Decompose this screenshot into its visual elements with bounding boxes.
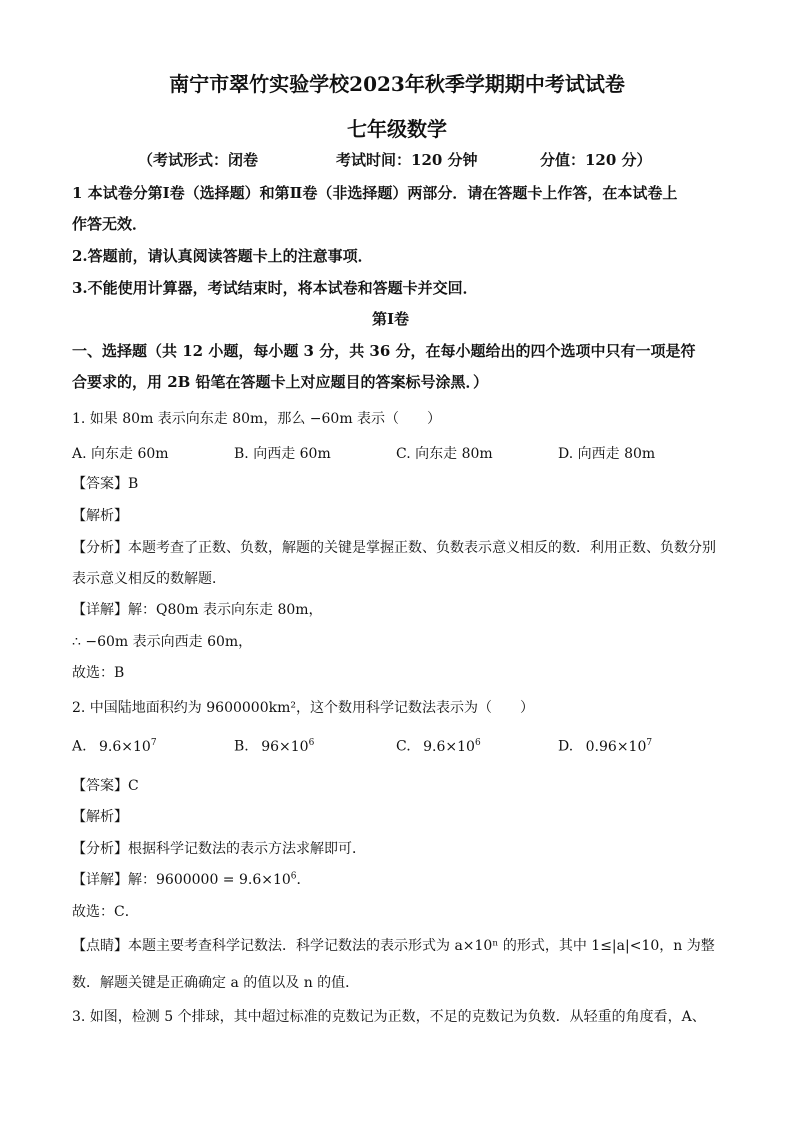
q2-option-d-exponent: 7 xyxy=(646,738,653,748)
q2-option-c-mantissa: 9.6×10 xyxy=(423,738,475,755)
q1-choice: 故选：B xyxy=(72,665,125,681)
section-heading-line-1: 一、选择题（共 12 小题，每小题 3 分，共 36 分，在每小题给出的四个选项中只有一项是符 xyxy=(72,342,696,360)
q2-option-d xyxy=(558,738,652,755)
q2-answer: 【答案】C xyxy=(72,778,139,794)
q2-option-c-exponent: 6 xyxy=(474,738,481,748)
q2-option-b-exponent: 6 xyxy=(308,738,315,748)
q1-analysis-label: 【解析】 xyxy=(72,508,128,524)
q2-option-a-mantissa: 9.6×10 xyxy=(99,738,151,755)
q2-option-d-label: D. xyxy=(558,738,574,755)
q2-option-a xyxy=(72,738,157,755)
q2-detail-end: ． xyxy=(296,872,311,888)
exam-form: （考试形式：闭卷 xyxy=(138,151,259,169)
q2-dianjing-line-1: 【点睛】本题主要考查科学记数法．科学记数法的表示形式为 a×10ⁿ 的形式，其中 1≤|a|<10，n 为整 xyxy=(72,938,715,954)
q2-dianjing-line-2: 数．解题关键是正确确定 a 的值以及 n 的值． xyxy=(72,975,360,991)
q2-fenxi: 【分析】根据科学记数法的表示方法求解即可． xyxy=(72,841,366,857)
q1-detail-1: 【详解】解：Q80m 表示向东走 80m， xyxy=(72,602,323,618)
q2-option-c xyxy=(396,738,481,755)
q2-analysis-label: 【解析】 xyxy=(72,809,128,825)
instruction-2: 2.答题前，请认真阅读答题卡上的注意事项． xyxy=(72,247,373,265)
q2-detail-exponent: 6 xyxy=(290,871,297,882)
q1-stem: 1. 如果 80m 表示向东走 80m，那么 −60m 表示（ ） xyxy=(72,411,442,427)
q2-choice: 故选：C． xyxy=(72,904,139,920)
volume-heading: 第Ⅰ卷 xyxy=(372,310,410,328)
instruction-1-line-2: 作答无效． xyxy=(72,215,148,233)
q2-option-b xyxy=(234,738,314,755)
q2-option-d-mantissa: 0.96×10 xyxy=(585,738,647,755)
q1-option-b: B. 向西走 60m xyxy=(234,446,331,462)
q2-option-a-label: A. xyxy=(72,738,87,755)
q1-detail-2: ∴ −60m 表示向西走 60m， xyxy=(72,634,253,650)
exam-subtitle: 七年级数学 xyxy=(347,117,447,141)
q2-detail-text: 【详解】解：9600000 = 9.6×10 xyxy=(72,872,291,888)
exam-score: 分值：120 分） xyxy=(540,151,652,169)
q2-option-b-mantissa: 96×10 xyxy=(261,738,309,755)
section-heading-line-2: 合要求的，用 2B 铅笔在答题卡上对应题目的答案标号涂黑．） xyxy=(72,373,489,391)
exam-time: 考试时间：120 分钟 xyxy=(336,151,478,169)
instruction-1-line-1: 1 本试卷分第Ⅰ卷（选择题）和第Ⅱ卷（非选择题）两部分．请在答题卡上作答，在本试卷上 xyxy=(72,184,678,202)
q3-stem: 3. 如图，检测 5 个排球，其中超过标准的克数记为正数，不足的克数记为负数．从轻重的角度看，A、 xyxy=(72,1009,706,1025)
q1-option-c: C. 向东走 80m xyxy=(396,446,493,462)
q1-fenxi-line-1: 【分析】本题考查了正数、负数，解题的关键是掌握正数、负数表示意义相反的数．利用正数、负数分别 xyxy=(72,540,716,556)
q1-option-a: A. 向东走 60m xyxy=(72,446,169,462)
q1-fenxi-line-2: 表示意义相反的数解题． xyxy=(72,571,226,587)
q1-option-d: D. 向西走 80m xyxy=(558,446,656,462)
q2-detail xyxy=(72,869,311,889)
q2-option-c-label: C. xyxy=(396,738,411,755)
q2-option-b-label: B. xyxy=(234,738,249,755)
q1-answer: 【答案】B xyxy=(72,476,139,492)
exam-title: 南宁市翠竹实验学校2023年秋季学期期中考试试卷 xyxy=(169,72,625,96)
instruction-3: 3.不能使用计算器，考试结束时，将本试卷和答题卡并交回． xyxy=(72,279,478,297)
q2-option-a-exponent: 7 xyxy=(150,738,157,748)
q2-stem: 2. 中国陆地面积约为 9600000km²，这个数用科学记数法表示为（ ） xyxy=(72,700,534,716)
